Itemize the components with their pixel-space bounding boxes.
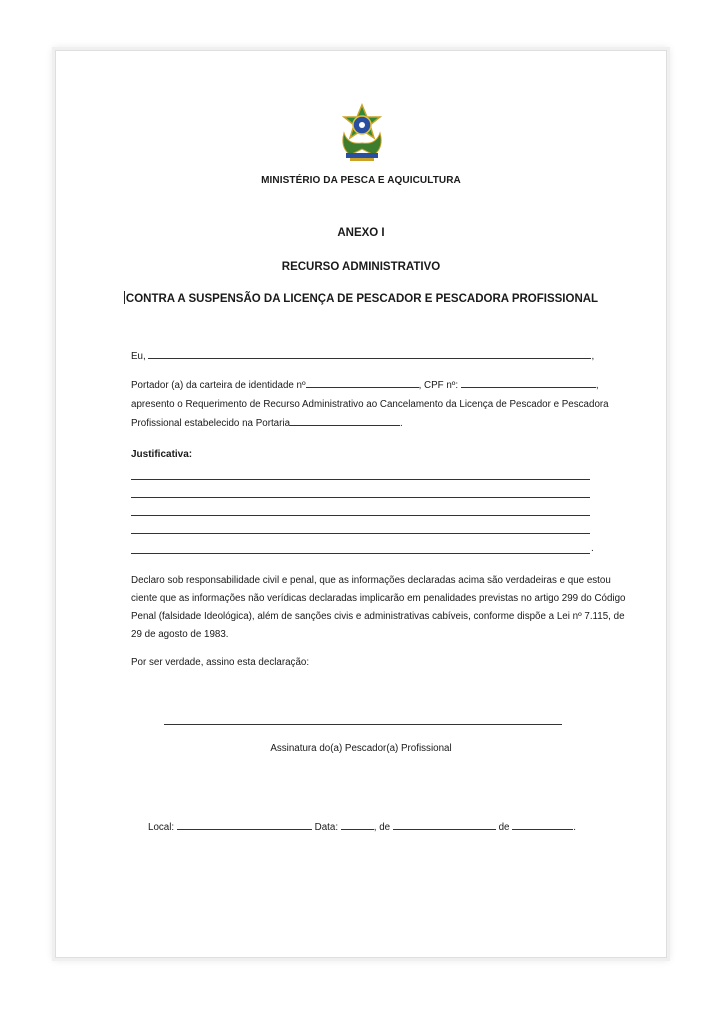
local-label: Local: bbox=[148, 822, 175, 833]
justification-line-4[interactable] bbox=[131, 533, 590, 534]
ministry-name: MINISTÉRIO DA PESCA E AQUICULTURA bbox=[261, 175, 461, 186]
de-2: de bbox=[498, 822, 510, 833]
declaration-line-2: ciente que as informações não verídicas declaradas implicarão em penalidades previstas no artigo 299 do Código bbox=[131, 593, 626, 604]
justification-line-1[interactable] bbox=[131, 479, 590, 480]
text-cursor bbox=[124, 291, 125, 304]
signature-line[interactable] bbox=[164, 724, 562, 725]
closing-statement: Por ser verdade, assino esta declaração: bbox=[131, 657, 310, 668]
footer-end: . bbox=[573, 822, 576, 833]
document-type-title: RECURSO ADMINISTRATIVO bbox=[281, 261, 441, 273]
month-field[interactable] bbox=[393, 820, 496, 830]
signature-caption: Assinatura do(a) Pescador(a) Profissional bbox=[270, 743, 452, 754]
annex-title: ANEXO I bbox=[337, 227, 385, 239]
id-number-field[interactable] bbox=[306, 378, 419, 388]
subject-title bbox=[56, 291, 666, 305]
portaria-field[interactable] bbox=[290, 416, 400, 426]
eu-label: Eu, bbox=[131, 351, 146, 362]
day-field[interactable] bbox=[341, 820, 374, 830]
justification-end: . bbox=[591, 543, 594, 554]
cpf-end: , bbox=[595, 380, 599, 391]
year-field[interactable] bbox=[512, 820, 573, 830]
portaria-end: . bbox=[400, 418, 403, 429]
declaration-line-3: Penal (falsidade Ideológica), além de sanções civis e administrativas cabíveis, conforme dispõe a Lei nº 7.115, de bbox=[131, 611, 625, 622]
justification-label: Justificativa: bbox=[131, 449, 193, 460]
cpf-label: , CPF nº: bbox=[418, 380, 459, 391]
id-row bbox=[131, 378, 599, 393]
subject-text: CONTRA A SUSPENSÃO DA LICENÇA DE PESCADOR E PESCADORA PROFISSIONAL bbox=[125, 293, 599, 305]
de-1: , de bbox=[373, 822, 391, 833]
request-text: apresento o Requerimento de Recurso Administrativo ao Cancelamento da Licença de Pescador e Pescadora bbox=[131, 399, 609, 410]
id-label: Portador (a) da carteira de identidade nº bbox=[131, 380, 306, 391]
justification-line-5[interactable] bbox=[131, 553, 590, 554]
portaria-row bbox=[131, 416, 593, 431]
declaration-line-1: Declaro sob responsabilidade civil e penal, que as informações declaradas acima são verdadeiras e que estou bbox=[131, 575, 611, 586]
justification-line-2[interactable] bbox=[131, 497, 590, 498]
eu-row bbox=[131, 349, 593, 364]
declaration-line-4: 29 de agosto de 1983. bbox=[131, 629, 229, 640]
portaria-label: Profissional estabelecido na Portaria bbox=[131, 418, 291, 429]
eu-end: , bbox=[591, 351, 595, 362]
name-field[interactable] bbox=[148, 349, 591, 359]
document-page bbox=[55, 50, 667, 958]
justification-line-3[interactable] bbox=[131, 515, 590, 516]
date-label: Data: bbox=[314, 822, 339, 833]
cpf-field[interactable] bbox=[461, 378, 596, 388]
local-date-row bbox=[148, 820, 576, 833]
local-field[interactable] bbox=[177, 820, 312, 830]
coat-of-arms-icon bbox=[336, 103, 388, 165]
